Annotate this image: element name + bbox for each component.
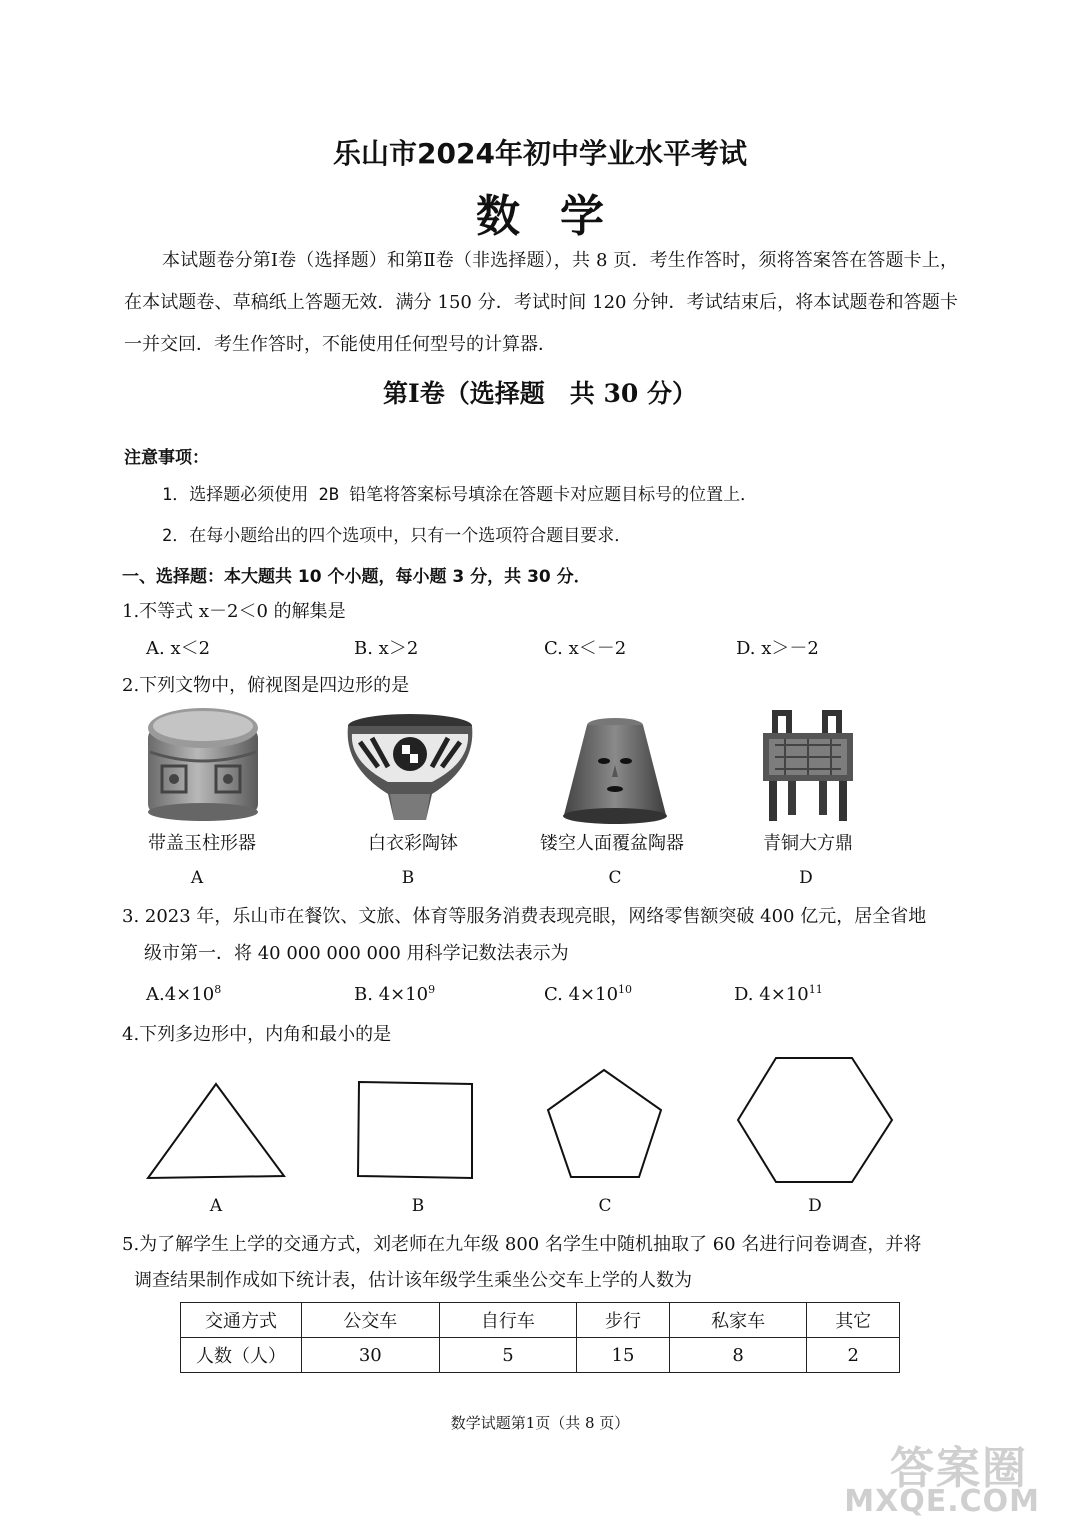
question-5-stem-line2: 调查结果制作成如下统计表，估计该年级学生乘坐公交车上学的人数为	[134, 1270, 692, 1291]
q4-label-a: A	[209, 1196, 223, 1216]
watermark-logo: 答案圈	[890, 1443, 1028, 1494]
table-header-cell: 交通方式	[181, 1303, 302, 1338]
q1-option-d: D. x＞－2	[736, 638, 819, 659]
table-cell: 人数（人）	[181, 1338, 302, 1373]
question-3-stem-line1: 3. 2023 年，乐山市在餐饮、文旅、体育等服务消费表现亮眼，网络零售额突破 400 亿元，居全省地	[122, 906, 927, 927]
subject-title: 数学	[476, 191, 644, 242]
q2-label-d: D	[799, 868, 813, 888]
q4-label-d: D	[808, 1196, 822, 1216]
table-header-cell: 步行	[577, 1303, 670, 1338]
table-cell: 30	[302, 1338, 440, 1373]
question-2-stem: 2.下列文物中，俯视图是四边形的是	[122, 675, 410, 696]
q3-option-c: C. $4\times 10^{10}$	[544, 983, 633, 1005]
q3-option-b: B. $4\times 10^9$	[354, 983, 436, 1005]
notice-item: 2．在每小题给出的四个选项中，只有一个选项符合题目要求．	[162, 526, 632, 546]
transport-stats-table	[180, 1302, 900, 1373]
face-pottery-image	[550, 715, 680, 827]
table-header-row	[181, 1303, 900, 1338]
bronze-ding-image	[755, 705, 860, 825]
part-heading: 一、选择题：本大题共 10 个小题，每小题 3 分，共 30 分．	[122, 567, 591, 587]
q4-label-b: B	[411, 1196, 425, 1216]
q2-label-c: C	[608, 868, 622, 888]
q2-caption-a: 带盖玉柱形器	[148, 833, 256, 854]
intro-paragraph: 本试题卷分第Ⅰ卷（选择题）和第Ⅱ卷（非选择题），共 8 页．考生作答时，须将答案答在答题卡上，在本试题卷、草稿纸上答题无效．满分 150 分．考试时间 120 分钟．考试结束后，将本试题卷和答题卡一并交回．考生作答时，不能使用任何型号的计算器．	[124, 250, 958, 355]
table-cell: 5	[439, 1338, 577, 1373]
q4-label-c: C	[598, 1196, 612, 1216]
q1-option-c: C. x＜－2	[544, 638, 627, 659]
section-title: 第Ⅰ卷（选择题 共 30 分）	[383, 379, 697, 408]
hexagon-shape	[730, 1052, 900, 1188]
q3-option-a: $A.4\times 10^8$	[146, 983, 222, 1005]
jade-cylinder-image	[140, 700, 265, 825]
pentagon-shape	[540, 1064, 670, 1186]
painted-bowl-image	[340, 712, 480, 827]
triangle-shape	[140, 1078, 292, 1184]
question-3-stem-line2: 级市第一．将 40 000 000 000 用科学记数法表示为	[144, 943, 569, 964]
question-5-stem-line1: 5.为了解学生上学的交通方式，刘老师在九年级 800 名学生中随机抽取了 60 名进行问卷调查，并将	[122, 1234, 922, 1255]
watermark-url: MXQE.COM	[844, 1484, 1040, 1519]
table-cell: 8	[669, 1338, 807, 1373]
notice-heading: 注意事项：	[124, 448, 209, 468]
exam-title: 乐山市2024年初中学业水平考试	[333, 137, 747, 170]
notice-item: 1．选择题必须使用 2B 铅笔将答案标号填涂在答题卡对应题目标号的位置上．	[162, 485, 758, 505]
q2-label-a: A	[190, 868, 204, 888]
q1-option-b: B. x＞2	[354, 638, 419, 659]
q2-caption-b: 白衣彩陶钵	[368, 833, 458, 854]
q1-option-a: A. x＜2	[146, 638, 211, 659]
table-header-cell: 自行车	[439, 1303, 577, 1338]
page-footer: 数学试题第1页（共 8 页）	[450, 1414, 630, 1432]
question-1-stem: 1.不等式 x－2＜0 的解集是	[122, 601, 346, 622]
square-shape	[350, 1076, 480, 1184]
table-cell: 2	[807, 1338, 900, 1373]
q2-label-b: B	[401, 868, 415, 888]
question-4-stem: 4.下列多边形中，内角和最小的是	[122, 1024, 392, 1045]
q2-caption-d: 青铜大方鼎	[763, 833, 853, 854]
table-header-cell: 其它	[807, 1303, 900, 1338]
q2-caption-c: 镂空人面覆盆陶器	[540, 833, 684, 854]
table-header-cell: 公交车	[302, 1303, 440, 1338]
table-cell: 15	[577, 1338, 670, 1373]
table-header-cell: 私家车	[669, 1303, 807, 1338]
q3-option-d: D. $4\times 10^{11}$	[734, 983, 823, 1005]
table-row	[181, 1338, 900, 1373]
